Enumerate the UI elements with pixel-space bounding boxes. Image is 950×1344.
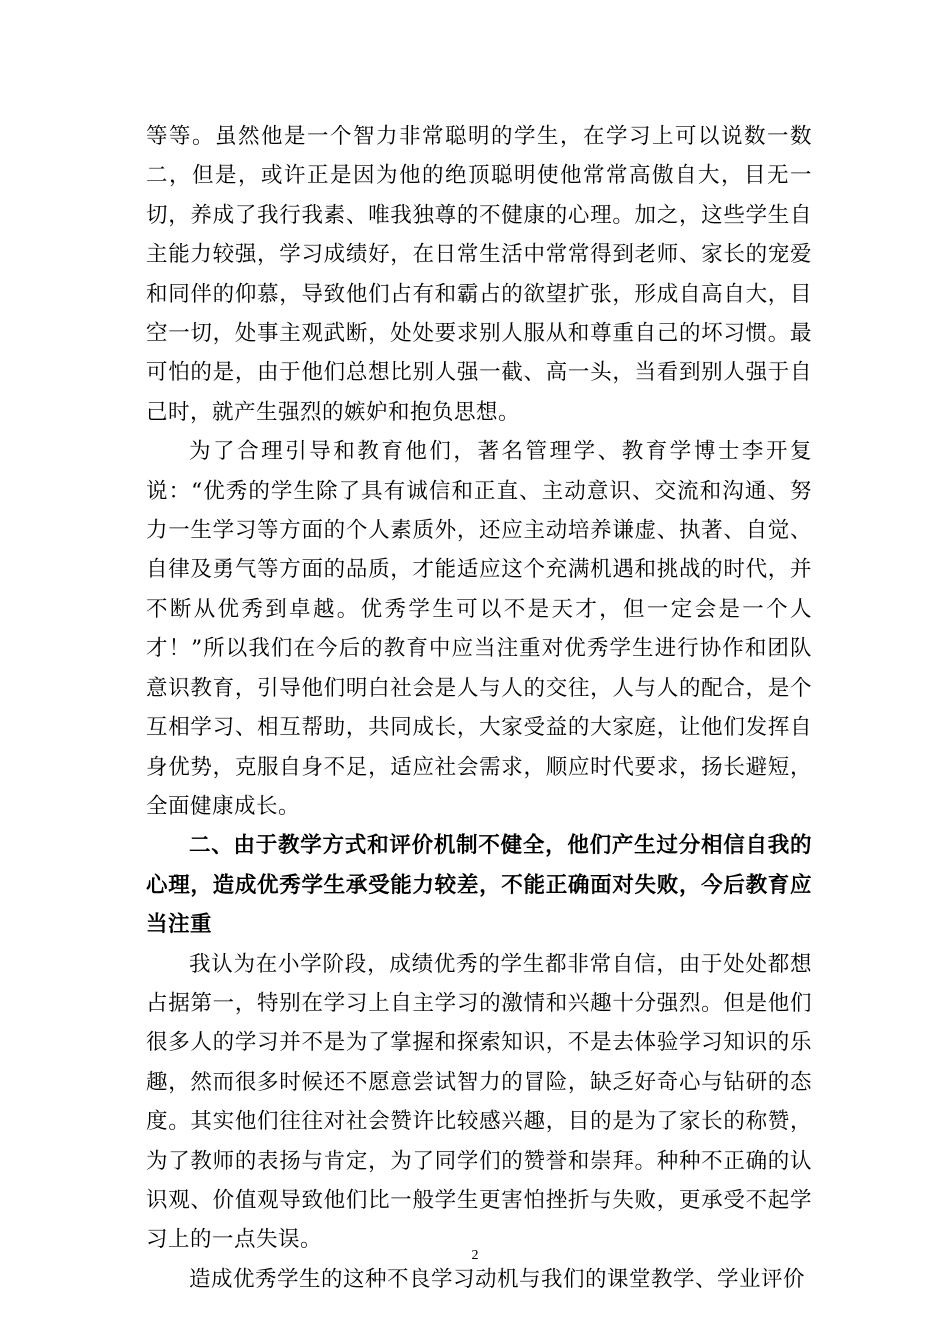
paragraph-continuation: 等等。虽然他是一个智力非常聪明的学生，在学习上可以说数一数二，但是，或许正是因为他的绝顶聪明使他常常高傲自大，目无一切，养成了我行我素、唯我独尊的不健康的心理。加之，这些学生自主能力较强，学习成绩好，在日常生活中常常得到老师、家长的宠爱和同伴的仰慕，导致他们占有和霸占的欲望扩张，形成自高自大，目空一切，处事主观武断，处处要求别人服从和尊重自己的坏习惯。最可怕的是，由于他们总想比别人强一截、高一头，当看到别人强于自己时，就产生强烈的嫉妒和抱负思想。 (146, 124, 812, 425)
paragraph-confidence: 我认为在小学阶段，成绩优秀的学生都非常自信，由于处处都想占据第一，特别在学习上自主学习的激情和兴趣十分强烈。但是他们很多人的学习并不是为了掌握和探索知识，不是去体验学习知识的乐趣，然而很多时候还不愿意尝试智力的冒险，缺乏好奇心与钻研的态度。其实他们往往对社会赞许比较感兴趣，目的是为了家长的称赞，为了教师的表扬与肯定，为了同学们的赞誉和崇拜。种种不正确的认识观、价值观导致他们比一般学生更害怕挫折与失败，更承受不起学习上的一点失误。 (146, 951, 812, 1253)
paragraph-quote-li-kaifu: 为了合理引导和教育他们，著名管理学、教育学博士李开复说：“优秀的学生除了具有诚信和正直、主动意识、交流和沟通、努力一生学习等方面的个人素质外，还应主动培养谦虚、执著、自觉、自律及勇气等方面的品质，才能适应这个充满机遇和挑战的时代，并不断从优秀到卓越。优秀学生可以不是天才，但一定会是一个人才！”所以我们在今后的教育中应当注重对优秀学生进行协作和团队意识教育，引导他们明白社会是人与人的交往，人与人的配合，是个互相学习、相互帮助，共同成长，大家受益的大家庭，让他们发挥自身优势，克服自身不足，适应社会需求，顺应时代要求，扬长避短，全面健康成长。 (146, 439, 812, 819)
document-body (146, 117, 812, 1299)
section-heading-two: 二、由于教学方式和评价机制不健全，他们产生过分相信自我的心理，造成优秀学生承受能力较差，不能正确面对失败，今后教育应当注重 (146, 833, 812, 938)
paragraph-motivation: 造成优秀学生的这种不良学习动机与我们的课堂教学、学业评价 (189, 1266, 806, 1292)
page-number: 2 (471, 1248, 479, 1263)
